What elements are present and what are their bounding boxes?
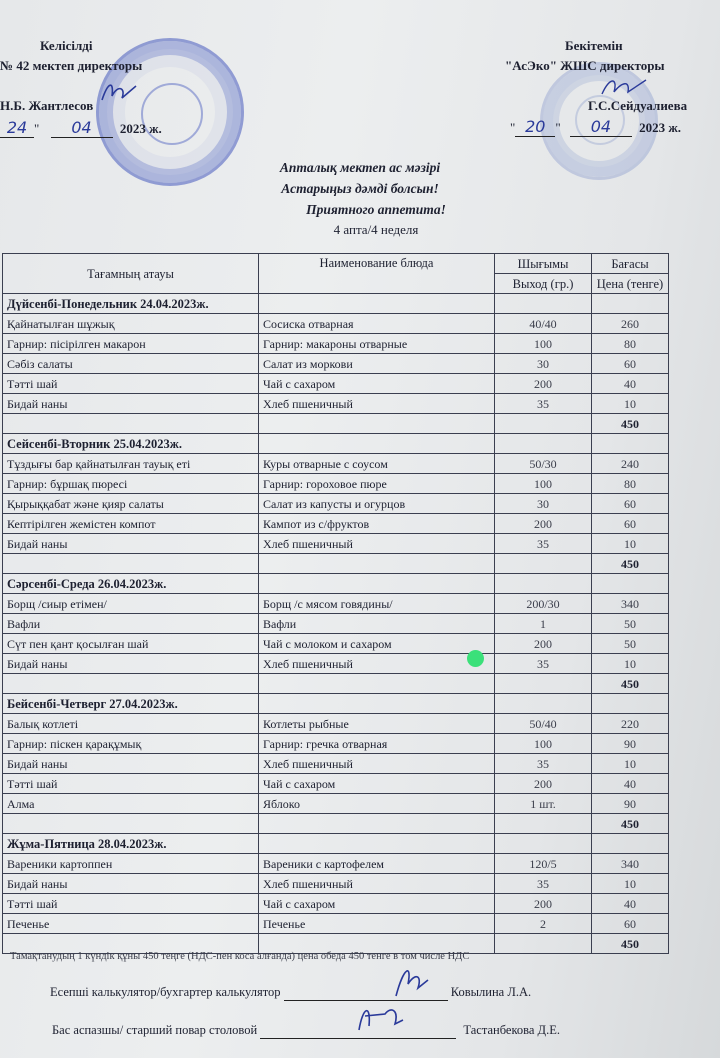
- day-total: 450: [592, 414, 669, 434]
- dish-yield: 100: [495, 474, 592, 494]
- table-row: [3, 354, 669, 374]
- empty-cell: [495, 934, 592, 954]
- day-title-row: [3, 574, 669, 594]
- dish-yield: 30: [495, 494, 592, 514]
- dish-name-kz: Гарнир: бұршақ пюресі: [3, 474, 259, 494]
- dish-name-ru: Борщ /с мясом говядины/: [259, 594, 495, 614]
- right-header-date: " 20 " 04 2023 ж.: [510, 117, 682, 136]
- empty-cell: [495, 414, 592, 434]
- dish-price: 80: [592, 334, 669, 354]
- dish-name-ru: Салат из моркови: [259, 354, 495, 374]
- dish-name-kz: Тәтті шай: [3, 374, 259, 394]
- dish-yield: 200: [495, 774, 592, 794]
- empty-cell: [259, 554, 495, 574]
- table-row: [3, 774, 669, 794]
- dish-yield: 120/5: [495, 854, 592, 874]
- header-price-ru: Цена (тенге): [592, 274, 669, 294]
- accountant-signature: [390, 962, 430, 1002]
- right-header-approve: Бекітемін: [565, 38, 623, 53]
- company-signature: [600, 74, 650, 100]
- dish-name-kz: Кептірілген жемістен компот: [3, 514, 259, 534]
- empty-cell: [3, 554, 259, 574]
- dish-name-ru: Гарнир: гречка отварная: [259, 734, 495, 754]
- empty-cell: [259, 834, 495, 854]
- day-title: Дүйсенбі-Понедельник 24.04.2023ж.: [3, 294, 259, 314]
- dish-name-kz: Бидай наны: [3, 534, 259, 554]
- table-row: [3, 714, 669, 734]
- dish-name-kz: Тәтті шай: [3, 894, 259, 914]
- dish-name-ru: Хлеб пшеничный: [259, 754, 495, 774]
- empty-cell: [495, 294, 592, 314]
- dish-price: 10: [592, 654, 669, 674]
- table-row: [3, 754, 669, 774]
- cook-signature: [355, 1000, 405, 1036]
- dish-price: 260: [592, 314, 669, 334]
- dish-yield: 100: [495, 734, 592, 754]
- dish-yield: 200/30: [495, 594, 592, 614]
- director-signature: [100, 78, 140, 104]
- empty-cell: [495, 814, 592, 834]
- dish-yield: 200: [495, 634, 592, 654]
- title-weekly-menu-kz: Апталық мектеп ас мәзірі: [279, 160, 441, 175]
- dish-name-ru: Хлеб пшеничный: [259, 394, 495, 414]
- dish-yield: 200: [495, 894, 592, 914]
- dish-yield: 30: [495, 354, 592, 374]
- day-total: 450: [592, 934, 669, 954]
- empty-cell: [495, 434, 592, 454]
- header-name-ru: Наименование блюда: [259, 254, 495, 294]
- dish-name-ru: Вареники с картофелем: [259, 854, 495, 874]
- dish-name-kz: Тұздығы бар қайнатылған тауық еті: [3, 454, 259, 474]
- dish-name-ru: Кампот из с/фруктов: [259, 514, 495, 534]
- dish-name-ru: Чай с сахаром: [259, 774, 495, 794]
- dish-price: 90: [592, 734, 669, 754]
- dish-name-kz: Қырыққабат және қияр салаты: [3, 494, 259, 514]
- dish-name-ru: Сосиска отварная: [259, 314, 495, 334]
- dish-price: 340: [592, 854, 669, 874]
- dish-yield: 50/30: [495, 454, 592, 474]
- table-row: [3, 594, 669, 614]
- dish-price: 60: [592, 914, 669, 934]
- header-yield-kz: Шығымы: [495, 254, 592, 274]
- table-row: [3, 314, 669, 334]
- table-row: [3, 614, 669, 634]
- day-total: 450: [592, 554, 669, 574]
- left-date-day: 24: [0, 118, 34, 138]
- table-row: [3, 334, 669, 354]
- dish-name-kz: Балық котлеті: [3, 714, 259, 734]
- dish-name-kz: Вареники картоппен: [3, 854, 259, 874]
- table-row: [3, 874, 669, 894]
- dish-name-kz: Гарнир: піскен қарақұмық: [3, 734, 259, 754]
- dish-price: 50: [592, 614, 669, 634]
- empty-cell: [592, 834, 669, 854]
- dish-name-kz: Бидай наны: [3, 654, 259, 674]
- header-yield-ru: Выход (гр.): [495, 274, 592, 294]
- left-header-agreed: Келісілді: [40, 38, 93, 53]
- left-date-quote: ": [34, 121, 40, 136]
- dish-name-ru: Чай с сахаром: [259, 894, 495, 914]
- accountant-label: Есепші калькулятор/бухгартер калькулятор: [50, 985, 281, 999]
- dish-price: 40: [592, 774, 669, 794]
- day-total-row: [3, 554, 669, 574]
- empty-cell: [259, 694, 495, 714]
- empty-cell: [495, 694, 592, 714]
- day-total-row: [3, 814, 669, 834]
- empty-cell: [259, 674, 495, 694]
- dish-price: 40: [592, 374, 669, 394]
- dish-yield: 200: [495, 374, 592, 394]
- dish-price: 60: [592, 514, 669, 534]
- day-total: 450: [592, 814, 669, 834]
- empty-cell: [592, 694, 669, 714]
- dish-name-ru: Гарнир: гороховое пюре: [259, 474, 495, 494]
- right-header-position: "АсЭко" ЖШС директоры: [505, 58, 665, 73]
- dish-yield: 2: [495, 914, 592, 934]
- accountant-line: [50, 985, 531, 1001]
- empty-cell: [259, 574, 495, 594]
- table-row: [3, 854, 669, 874]
- dish-yield: 200: [495, 514, 592, 534]
- dish-name-kz: Қайнатылған шұжық: [3, 314, 259, 334]
- dish-name-ru: Хлеб пшеничный: [259, 874, 495, 894]
- dish-yield: 35: [495, 874, 592, 894]
- empty-cell: [592, 434, 669, 454]
- empty-cell: [3, 674, 259, 694]
- dish-yield: 35: [495, 534, 592, 554]
- dish-name-ru: Чай с молоком и сахаром: [259, 634, 495, 654]
- menu-table: [2, 253, 669, 954]
- left-header-position: № 42 мектеп директоры: [0, 58, 143, 73]
- green-dot-marker: [467, 650, 484, 667]
- right-header-name: Г.С.Сейдуалиева: [588, 98, 688, 113]
- day-total: 450: [592, 674, 669, 694]
- dish-price: 80: [592, 474, 669, 494]
- dish-name-ru: Гарнир: макароны отварные: [259, 334, 495, 354]
- dish-name-kz: Бидай наны: [3, 754, 259, 774]
- dish-price: 10: [592, 394, 669, 414]
- table-row: [3, 914, 669, 934]
- table-row: [3, 454, 669, 474]
- dish-yield: 1 шт.: [495, 794, 592, 814]
- dish-price: 240: [592, 454, 669, 474]
- left-date-month: 04: [51, 118, 113, 138]
- dish-name-kz: Печенье: [3, 914, 259, 934]
- table-row: [3, 514, 669, 534]
- empty-cell: [495, 834, 592, 854]
- day-title: Бейсенбі-Четверг 27.04.2023ж.: [3, 694, 259, 714]
- dish-name-kz: Вафли: [3, 614, 259, 634]
- cook-name: Тастанбекова Д.Е.: [463, 1023, 560, 1037]
- table-row: [3, 654, 669, 674]
- dish-price: 10: [592, 874, 669, 894]
- day-title-row: [3, 294, 669, 314]
- day-title-row: [3, 834, 669, 854]
- day-total-row: [3, 414, 669, 434]
- right-date-month: 04: [570, 117, 632, 137]
- dish-name-ru: Хлеб пшеничный: [259, 534, 495, 554]
- table-row: [3, 374, 669, 394]
- day-total-row: [3, 674, 669, 694]
- table-row: [3, 394, 669, 414]
- day-title: Сейсенбі-Вторник 25.04.2023ж.: [3, 434, 259, 454]
- empty-cell: [259, 814, 495, 834]
- table-row: [3, 494, 669, 514]
- dish-price: 10: [592, 754, 669, 774]
- dish-price: 50: [592, 634, 669, 654]
- empty-cell: [259, 434, 495, 454]
- table-header-row: [3, 254, 669, 274]
- empty-cell: [3, 814, 259, 834]
- dish-name-ru: Салат из капусты и огурцов: [259, 494, 495, 514]
- dish-price: 40: [592, 894, 669, 914]
- dish-name-ru: Куры отварные с соусом: [259, 454, 495, 474]
- left-date-year: 2023 ж.: [119, 121, 162, 136]
- title-week-number: 4 апта/4 неделя: [333, 222, 419, 237]
- left-header-date: [0, 118, 162, 138]
- right-date-year: 2023 ж.: [639, 120, 682, 135]
- dish-name-kz: Тәтті шай: [3, 774, 259, 794]
- dish-name-ru: Печенье: [259, 914, 495, 934]
- day-title: Сәрсенбі-Среда 26.04.2023ж.: [3, 574, 259, 594]
- empty-cell: [592, 574, 669, 594]
- dish-name-ru: Вафли: [259, 614, 495, 634]
- empty-cell: [495, 574, 592, 594]
- footer-price-note: Тамақтанудың 1 күндік құны 450 теңге (НДС-пен коса алғанда) цена обеда 450 тенге в том числе НДС: [10, 951, 470, 962]
- dish-name-kz: Алма: [3, 794, 259, 814]
- dish-yield: 35: [495, 754, 592, 774]
- table-row: [3, 474, 669, 494]
- dish-price: 90: [592, 794, 669, 814]
- dish-yield: 1: [495, 614, 592, 634]
- dish-name-kz: Гарнир: пісірілген макарон: [3, 334, 259, 354]
- cook-line: [52, 1023, 560, 1039]
- header-price-kz: Бағасы: [592, 254, 669, 274]
- dish-name-ru: Чай с сахаром: [259, 374, 495, 394]
- dish-name-kz: Сәбіз салаты: [3, 354, 259, 374]
- empty-cell: [259, 294, 495, 314]
- table-row: [3, 794, 669, 814]
- menu-table-body: [3, 254, 669, 954]
- dish-yield: 35: [495, 654, 592, 674]
- dish-name-kz: Борщ /сиыр етімен/: [3, 594, 259, 614]
- dish-name-ru: Яблоко: [259, 794, 495, 814]
- table-row: [3, 634, 669, 654]
- day-title: Жұма-Пятница 28.04.2023ж.: [3, 834, 259, 854]
- dish-name-kz: Бидай наны: [3, 874, 259, 894]
- day-title-row: [3, 434, 669, 454]
- dish-name-kz: Сүт пен қант қосылған шай: [3, 634, 259, 654]
- empty-cell: [495, 674, 592, 694]
- dish-yield: 100: [495, 334, 592, 354]
- empty-cell: [592, 294, 669, 314]
- table-row: [3, 734, 669, 754]
- table-row: [3, 534, 669, 554]
- dish-name-ru: Хлеб пшеничный: [259, 654, 495, 674]
- title-bon-appetit-kz: Астарыңыз дәмді болсын!: [281, 181, 439, 196]
- dish-price: 340: [592, 594, 669, 614]
- dish-name-kz: Бидай наны: [3, 394, 259, 414]
- dish-price: 220: [592, 714, 669, 734]
- right-date-day: 20: [515, 117, 555, 137]
- header-name-kz: Тағамның атауы: [3, 254, 259, 294]
- title-bon-appetit-ru: Приятного аппетита!: [306, 202, 446, 217]
- dish-yield: 50/40: [495, 714, 592, 734]
- accountant-name: Ковылина Л.А.: [450, 985, 532, 999]
- empty-cell: [3, 414, 259, 434]
- dish-price: 60: [592, 354, 669, 374]
- dish-price: 60: [592, 494, 669, 514]
- dish-price: 10: [592, 534, 669, 554]
- cook-label: Бас аспазшы/ старший повар столовой: [52, 1023, 258, 1037]
- empty-cell: [495, 554, 592, 574]
- empty-cell: [259, 414, 495, 434]
- table-row: [3, 894, 669, 914]
- day-title-row: [3, 694, 669, 714]
- left-header-name: Н.Б. Жантлесов: [0, 98, 94, 113]
- dish-yield: 35: [495, 394, 592, 414]
- dish-yield: 40/40: [495, 314, 592, 334]
- dish-name-ru: Котлеты рыбные: [259, 714, 495, 734]
